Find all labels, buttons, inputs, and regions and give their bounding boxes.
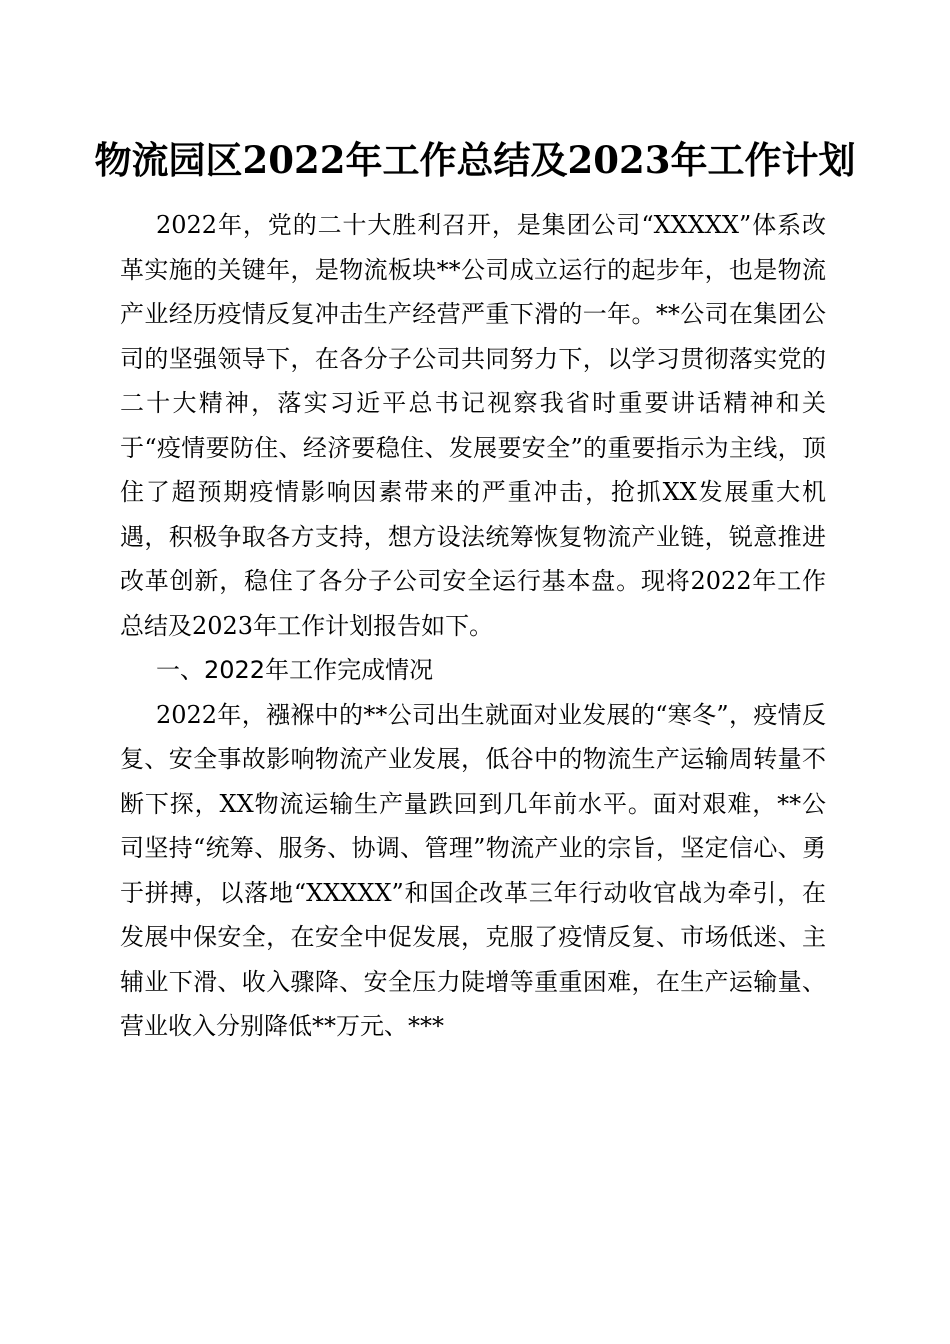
document-title: 物流园区2022年工作总结及2023年工作计划 bbox=[94, 138, 856, 182]
document-body bbox=[120, 203, 826, 1049]
intro-paragraph: 2022年，党的二十大胜利召开，是集团公司“XXXXX”体系改革实施的关键年，是物流板块**公司成立运行的起步年，也是物流产业经历疫情反复冲击生产经营严重下滑的一年。**公司在集团公司的坚强领导下，在各分子公司共同努力下，以学习贯彻落实党的二十大精神，落实习近平总书记视察我省时重要讲话精神和关于“疫情要防住、经济要稳住、发展要安全”的重要指示为主线，顶住了超预期疫情影响因素带来的严重冲击，抢抓XX发展重大机遇，积极争取各方支持，想方设法统筹恢复物流产业链，锐意推进改革创新，稳住了各分子公司安全运行基本盘。现将2022年工作总结及2023年工作计划报告如下。 bbox=[120, 211, 826, 640]
section-heading: 一、2022年工作完成情况 bbox=[156, 656, 434, 684]
section-paragraph: 2022年，襁褓中的**公司出生就面对业发展的“寒冬”，疫情反复、安全事故影响物流产业发展，低谷中的物流生产运输周转量不断下探，XX物流运输生产量跌回到几年前水平。面对艰难，**公司坚持“统筹、服务、协调、管理”物流产业的宗旨，坚定信心、勇于拼搏，以落地“XXXXX”和国企改革三年行动收官战为牵引，在发展中保安全，在安全中促发展，克服了疫情反复、市场低迷、主辅业下滑、收入骤降、安全压力陡增等重重困难，在生产运输量、营业收入分别降低**万元、*** bbox=[120, 700, 826, 1040]
